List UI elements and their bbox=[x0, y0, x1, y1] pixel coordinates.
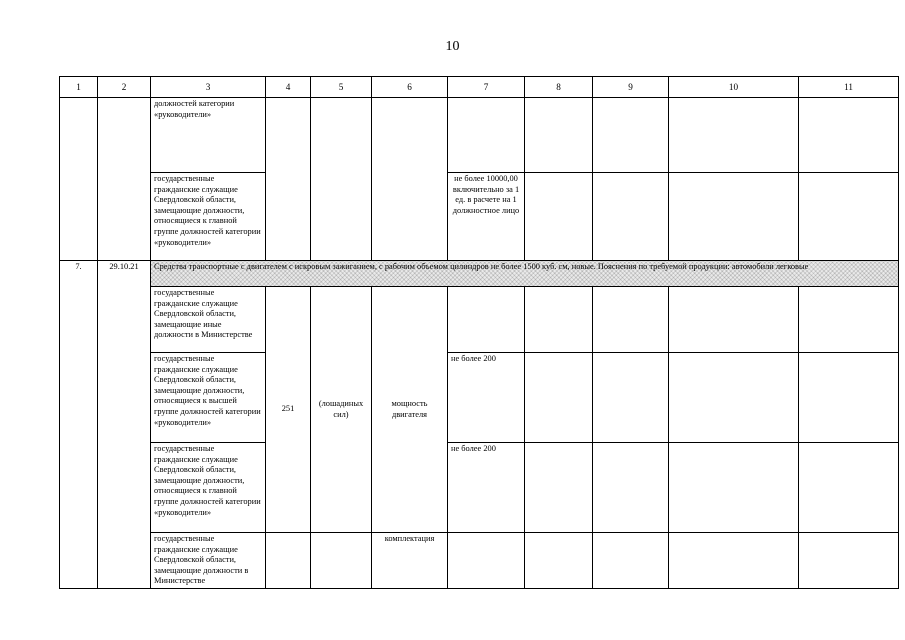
table-cell bbox=[98, 98, 151, 261]
table-cell bbox=[525, 98, 593, 173]
table-cell bbox=[525, 533, 593, 589]
table-cell bbox=[311, 533, 372, 589]
table-cell bbox=[60, 98, 98, 261]
position-category-cell: должностей категории «руководители» bbox=[151, 98, 266, 173]
column-header-10: 10 bbox=[669, 77, 799, 98]
column-header-4: 4 bbox=[266, 77, 311, 98]
table-header-row bbox=[60, 77, 899, 98]
table-cell bbox=[525, 173, 593, 261]
table-row bbox=[60, 98, 899, 173]
table-cell bbox=[669, 533, 799, 589]
product-code-cell: 29.10.21 bbox=[98, 261, 151, 589]
position-category-cell: государственные гражданские служащие Свердловской области, замещающие должности, относящиеся к высшей группе должностей категории «руководители» bbox=[151, 353, 266, 443]
table-cell bbox=[669, 443, 799, 533]
column-header-5: 5 bbox=[311, 77, 372, 98]
table-cell bbox=[372, 98, 448, 261]
unit-name-cell: (лошадиных сил) bbox=[311, 287, 372, 533]
value-limit-cell: не более 10000,00 включительно за 1 ед. в расчете на 1 должностное лицо bbox=[448, 173, 525, 261]
table-cell bbox=[799, 353, 899, 443]
table-cell bbox=[799, 287, 899, 353]
column-header-9: 9 bbox=[593, 77, 669, 98]
table-row bbox=[60, 533, 899, 589]
table-cell bbox=[266, 98, 311, 261]
table-cell bbox=[593, 287, 669, 353]
table-row bbox=[60, 261, 899, 287]
unit-code-cell: 251 bbox=[266, 287, 311, 533]
value-limit-cell: не более 200 bbox=[448, 353, 525, 443]
table-cell bbox=[448, 98, 525, 173]
characteristic-name-cell: комплектация bbox=[372, 533, 448, 589]
table-cell bbox=[593, 98, 669, 173]
characteristic-name-cell: мощность двигателя bbox=[372, 287, 448, 533]
requirements-table bbox=[59, 76, 899, 589]
table-cell bbox=[593, 533, 669, 589]
column-header-6: 6 bbox=[372, 77, 448, 98]
table-cell bbox=[799, 98, 899, 173]
table-cell bbox=[799, 443, 899, 533]
table-cell bbox=[593, 173, 669, 261]
column-header-1: 1 bbox=[60, 77, 98, 98]
table-cell bbox=[669, 173, 799, 261]
table-cell bbox=[669, 287, 799, 353]
table-row bbox=[60, 173, 899, 261]
product-description-cell: Средства транспортные с двигателем с искровым зажиганием, с рабочим объемом цилиндров не более 1500 куб. см, новые. Пояснения по требуемой продукции: автомобили легковые bbox=[151, 261, 899, 287]
table-cell bbox=[525, 443, 593, 533]
row-number-cell: 7. bbox=[60, 261, 98, 589]
table-cell bbox=[669, 98, 799, 173]
page-number: 10 bbox=[445, 39, 460, 54]
position-category-cell: государственные гражданские служащие Свердловской области, замещающие должности, относящиеся к главной группе должностей категории «руководители» bbox=[151, 173, 266, 261]
table-cell bbox=[525, 353, 593, 443]
column-header-8: 8 bbox=[525, 77, 593, 98]
table-cell bbox=[669, 353, 799, 443]
table-cell bbox=[311, 98, 372, 261]
table-cell bbox=[799, 533, 899, 589]
table-cell bbox=[525, 287, 593, 353]
table-cell bbox=[448, 287, 525, 353]
table-cell bbox=[799, 173, 899, 261]
column-header-7: 7 bbox=[448, 77, 525, 98]
table-row bbox=[60, 353, 899, 443]
table-row bbox=[60, 443, 899, 533]
table-cell bbox=[593, 443, 669, 533]
table-row bbox=[60, 287, 899, 353]
position-category-cell: государственные гражданские служащие Свердловской области, замещающие должности, относящиеся к главной группе должностей категории «руководители» bbox=[151, 443, 266, 533]
table-cell bbox=[266, 533, 311, 589]
column-header-3: 3 bbox=[151, 77, 266, 98]
table-cell bbox=[593, 353, 669, 443]
position-category-cell: государственные гражданские служащие Свердловской области, замещающие должности в Министерстве bbox=[151, 533, 266, 589]
position-category-cell: государственные гражданские служащие Свердловской области, замещающие иные должности в Министерстве bbox=[151, 287, 266, 353]
column-header-2: 2 bbox=[98, 77, 151, 98]
column-header-11: 11 bbox=[799, 77, 899, 98]
value-limit-cell: не более 200 bbox=[448, 443, 525, 533]
table-cell bbox=[448, 533, 525, 589]
